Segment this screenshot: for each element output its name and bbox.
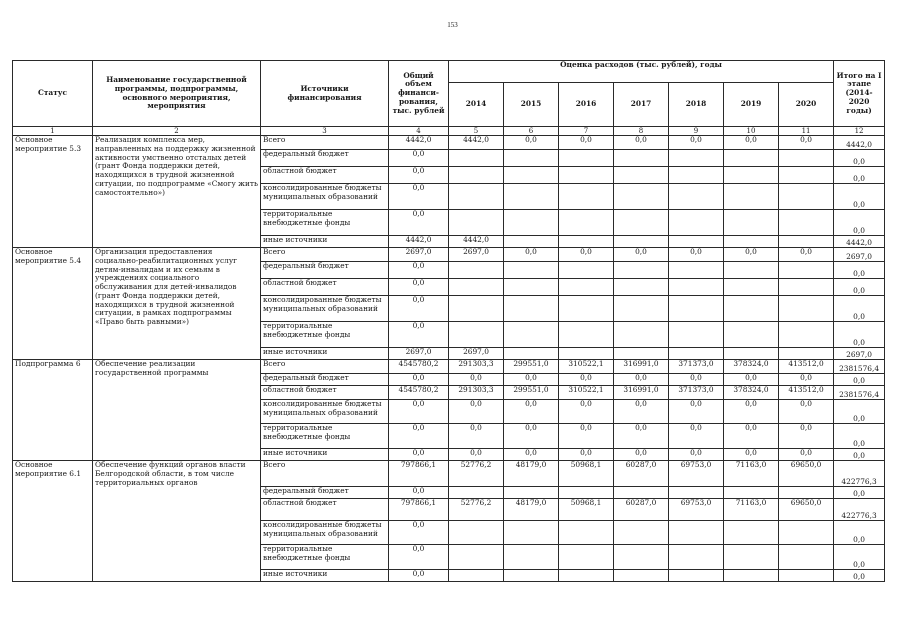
row-year-value: 50968,1 bbox=[559, 499, 614, 521]
row-year-value bbox=[504, 521, 559, 545]
row-year-value: 69650,0 bbox=[779, 461, 834, 487]
row-year-value: 0,0 bbox=[779, 424, 834, 449]
row-year-value bbox=[449, 150, 504, 167]
row-year-value: 291303,3 bbox=[449, 360, 504, 374]
row-total: 0,0 bbox=[389, 167, 449, 184]
row-year-value: 0,0 bbox=[449, 400, 504, 424]
row-year-value bbox=[504, 236, 559, 248]
table-row bbox=[13, 360, 885, 374]
row-source: Всего bbox=[261, 136, 389, 150]
row-total: 0,0 bbox=[389, 279, 449, 296]
row-year-value: 0,0 bbox=[614, 248, 669, 262]
row-total: 4442,0 bbox=[389, 236, 449, 248]
row-stage-total: 2381576,4 bbox=[834, 386, 885, 400]
row-status: Основное мероприятие 6.1 bbox=[13, 461, 93, 582]
row-stage-total: 0,0 bbox=[834, 167, 885, 184]
row-year-value bbox=[614, 348, 669, 360]
row-total: 0,0 bbox=[389, 487, 449, 499]
header-year: 2018 bbox=[669, 83, 724, 127]
row-total: 0,0 bbox=[389, 210, 449, 236]
row-year-value bbox=[449, 167, 504, 184]
row-year-value bbox=[614, 545, 669, 570]
row-year-value bbox=[504, 487, 559, 499]
row-year-value bbox=[504, 322, 559, 348]
row-year-value: 0,0 bbox=[779, 374, 834, 386]
row-year-value bbox=[504, 262, 559, 279]
row-year-value bbox=[724, 348, 779, 360]
row-year-value: 413512,0 bbox=[779, 386, 834, 400]
row-source: иные источники bbox=[261, 236, 389, 248]
row-year-value: 0,0 bbox=[669, 136, 724, 150]
row-total: 0,0 bbox=[389, 150, 449, 167]
row-year-value bbox=[614, 262, 669, 279]
row-source: областной бюджет bbox=[261, 386, 389, 400]
row-year-value: 0,0 bbox=[559, 374, 614, 386]
row-year-value bbox=[669, 570, 724, 582]
column-index: 8 bbox=[614, 127, 669, 136]
row-total: 4545780,2 bbox=[389, 360, 449, 374]
row-year-value bbox=[724, 296, 779, 322]
row-year-value: 52776,2 bbox=[449, 499, 504, 521]
row-total: 0,0 bbox=[389, 521, 449, 545]
row-year-value bbox=[669, 545, 724, 570]
row-total: 0,0 bbox=[389, 322, 449, 348]
row-year-value: 0,0 bbox=[449, 374, 504, 386]
row-year-value bbox=[504, 348, 559, 360]
row-year-value bbox=[559, 167, 614, 184]
row-year-value: 69753,0 bbox=[669, 499, 724, 521]
header-year: 2020 bbox=[779, 83, 834, 127]
header-total: Общий объем финанси-рования, тыс. рублей bbox=[389, 61, 449, 127]
row-year-value: 2697,0 bbox=[449, 348, 504, 360]
header-year: 2017 bbox=[614, 83, 669, 127]
row-year-value: 0,0 bbox=[669, 424, 724, 449]
row-year-value: 48179,0 bbox=[504, 461, 559, 487]
row-name: Организация предоставления социально-реабилитационных услуг детям-инвалидам и их семьям в учреждениях социального обслуживания для детей-инвалидов (грант Фонда поддержки детей, находящихся в трудной жизненной ситуации, в рамках подпрограммы «Право быть равными») bbox=[93, 248, 261, 360]
row-source: федеральный бюджет bbox=[261, 374, 389, 386]
row-year-value bbox=[724, 322, 779, 348]
row-year-value bbox=[559, 545, 614, 570]
row-total: 2697,0 bbox=[389, 248, 449, 262]
row-year-value: 0,0 bbox=[724, 136, 779, 150]
row-stage-total: 0,0 bbox=[834, 322, 885, 348]
row-year-value bbox=[614, 167, 669, 184]
header-year: 2019 bbox=[724, 83, 779, 127]
row-year-value: 378324,0 bbox=[724, 386, 779, 400]
row-year-value bbox=[559, 487, 614, 499]
row-year-value bbox=[449, 210, 504, 236]
row-year-value bbox=[779, 545, 834, 570]
row-year-value bbox=[779, 296, 834, 322]
row-year-value bbox=[449, 262, 504, 279]
row-year-value bbox=[669, 184, 724, 210]
row-year-value bbox=[559, 262, 614, 279]
header-year: 2016 bbox=[559, 83, 614, 127]
row-year-value: 0,0 bbox=[669, 449, 724, 461]
row-total: 0,0 bbox=[389, 400, 449, 424]
row-total: 0,0 bbox=[389, 449, 449, 461]
row-total: 0,0 bbox=[389, 545, 449, 570]
row-stage-total: 2697,0 bbox=[834, 348, 885, 360]
row-total: 797866,1 bbox=[389, 461, 449, 487]
row-source: федеральный бюджет bbox=[261, 487, 389, 499]
row-year-value: 0,0 bbox=[724, 400, 779, 424]
row-year-value bbox=[669, 348, 724, 360]
row-stage-total: 0,0 bbox=[834, 487, 885, 499]
row-year-value bbox=[779, 487, 834, 499]
row-year-value bbox=[779, 322, 834, 348]
row-year-value: 2697,0 bbox=[449, 248, 504, 262]
row-year-value: 0,0 bbox=[504, 449, 559, 461]
row-year-value: 0,0 bbox=[504, 400, 559, 424]
row-year-value bbox=[559, 150, 614, 167]
row-year-value: 0,0 bbox=[449, 424, 504, 449]
row-year-value: 378324,0 bbox=[724, 360, 779, 374]
row-year-value bbox=[724, 184, 779, 210]
row-status: Подпрограмма 6 bbox=[13, 360, 93, 461]
row-source: иные источники bbox=[261, 449, 389, 461]
row-year-value: 0,0 bbox=[724, 374, 779, 386]
row-year-value: 299551,0 bbox=[504, 360, 559, 374]
column-index: 11 bbox=[779, 127, 834, 136]
row-year-value: 0,0 bbox=[614, 424, 669, 449]
header-estimate: Оценка расходов (тыс. рублей), годы bbox=[449, 61, 834, 83]
row-source: территориальные внебюджетные фонды bbox=[261, 322, 389, 348]
row-stage-total: 0,0 bbox=[834, 424, 885, 449]
row-source: областной бюджет bbox=[261, 167, 389, 184]
table-row bbox=[13, 461, 885, 487]
row-stage-total: 2697,0 bbox=[834, 248, 885, 262]
column-index: 5 bbox=[449, 127, 504, 136]
row-year-value: 0,0 bbox=[559, 136, 614, 150]
row-year-value bbox=[614, 322, 669, 348]
row-stage-total: 422776,3 bbox=[834, 499, 885, 521]
row-total: 4545780,2 bbox=[389, 386, 449, 400]
row-stage-total: 2381576,4 bbox=[834, 360, 885, 374]
row-source: областной бюджет bbox=[261, 279, 389, 296]
row-year-value: 69753,0 bbox=[669, 461, 724, 487]
row-year-value: 71163,0 bbox=[724, 499, 779, 521]
row-year-value: 48179,0 bbox=[504, 499, 559, 521]
row-source: консолидированные бюджеты муниципальных образований bbox=[261, 400, 389, 424]
row-year-value: 299551,0 bbox=[504, 386, 559, 400]
row-year-value bbox=[504, 570, 559, 582]
row-year-value bbox=[614, 150, 669, 167]
table-row bbox=[13, 248, 885, 262]
row-year-value bbox=[449, 296, 504, 322]
row-source: федеральный бюджет bbox=[261, 262, 389, 279]
row-year-value bbox=[669, 262, 724, 279]
row-year-value bbox=[504, 296, 559, 322]
row-stage-total: 0,0 bbox=[834, 296, 885, 322]
column-index: 2 bbox=[93, 127, 261, 136]
row-source: Всего bbox=[261, 461, 389, 487]
header-sources: Источники финансирования bbox=[261, 61, 389, 127]
row-year-value bbox=[724, 262, 779, 279]
row-year-value bbox=[669, 521, 724, 545]
row-year-value bbox=[449, 545, 504, 570]
row-year-value bbox=[779, 167, 834, 184]
row-year-value: 0,0 bbox=[504, 424, 559, 449]
column-index: 12 bbox=[834, 127, 885, 136]
row-year-value bbox=[559, 348, 614, 360]
table-row bbox=[13, 136, 885, 150]
row-year-value bbox=[669, 279, 724, 296]
row-year-value: 0,0 bbox=[559, 400, 614, 424]
row-year-value bbox=[559, 184, 614, 210]
row-source: территориальные внебюджетные фонды bbox=[261, 424, 389, 449]
column-index: 7 bbox=[559, 127, 614, 136]
row-year-value bbox=[779, 184, 834, 210]
row-year-value: 0,0 bbox=[724, 248, 779, 262]
page-number: 153 bbox=[447, 21, 458, 29]
row-source: Всего bbox=[261, 248, 389, 262]
row-name: Обеспечение функций органов власти Белгородской области, в том числе территориальных органов bbox=[93, 461, 261, 582]
row-source: консолидированные бюджеты муниципальных образований bbox=[261, 184, 389, 210]
header-status: Статус bbox=[13, 61, 93, 127]
row-stage-total: 0,0 bbox=[834, 449, 885, 461]
row-year-value bbox=[614, 210, 669, 236]
row-year-value bbox=[614, 279, 669, 296]
row-year-value bbox=[779, 236, 834, 248]
header-year: 2014 bbox=[449, 83, 504, 127]
row-stage-total: 0,0 bbox=[834, 279, 885, 296]
row-year-value bbox=[724, 150, 779, 167]
row-stage-total: 0,0 bbox=[834, 570, 885, 582]
row-year-value bbox=[504, 279, 559, 296]
row-total: 2697,0 bbox=[389, 348, 449, 360]
row-year-value: 60287,0 bbox=[614, 499, 669, 521]
column-index: 1 bbox=[13, 127, 93, 136]
row-total: 0,0 bbox=[389, 184, 449, 210]
row-year-value bbox=[779, 279, 834, 296]
row-year-value bbox=[449, 279, 504, 296]
row-name: Реализация комплекса мер, направленных на поддержку жизненной активности умственно отсталых детей (грант Фонда поддержки детей, находящихся в трудной жизненной ситуации, по подпрограмме «Смогу жить самостоятельно») bbox=[93, 136, 261, 248]
row-year-value bbox=[779, 348, 834, 360]
row-year-value bbox=[559, 570, 614, 582]
row-year-value bbox=[669, 236, 724, 248]
row-year-value bbox=[504, 150, 559, 167]
row-year-value: 371373,0 bbox=[669, 386, 724, 400]
row-year-value: 0,0 bbox=[779, 136, 834, 150]
row-year-value bbox=[504, 210, 559, 236]
row-year-value: 291303,3 bbox=[449, 386, 504, 400]
row-year-value bbox=[449, 487, 504, 499]
row-source: территориальные внебюджетные фонды bbox=[261, 210, 389, 236]
row-year-value bbox=[669, 296, 724, 322]
row-year-value bbox=[724, 167, 779, 184]
row-year-value: 371373,0 bbox=[669, 360, 724, 374]
row-year-value: 4442,0 bbox=[449, 136, 504, 150]
row-source: территориальные внебюджетные фонды bbox=[261, 545, 389, 570]
row-year-value bbox=[724, 279, 779, 296]
row-stage-total: 0,0 bbox=[834, 210, 885, 236]
row-year-value: 0,0 bbox=[504, 136, 559, 150]
row-year-value bbox=[614, 296, 669, 322]
header-stage-total: Итого на I этапе (2014-2020 годы) bbox=[834, 61, 885, 127]
row-year-value bbox=[724, 236, 779, 248]
row-year-value: 0,0 bbox=[504, 374, 559, 386]
row-year-value: 0,0 bbox=[724, 449, 779, 461]
row-year-value: 0,0 bbox=[449, 449, 504, 461]
row-year-value bbox=[559, 279, 614, 296]
row-year-value: 0,0 bbox=[559, 449, 614, 461]
row-stage-total: 0,0 bbox=[834, 262, 885, 279]
row-year-value bbox=[669, 167, 724, 184]
budget-table bbox=[12, 60, 885, 582]
column-index: 6 bbox=[504, 127, 559, 136]
row-year-value: 52776,2 bbox=[449, 461, 504, 487]
row-year-value bbox=[449, 570, 504, 582]
row-year-value bbox=[779, 570, 834, 582]
row-year-value bbox=[779, 521, 834, 545]
row-year-value bbox=[504, 545, 559, 570]
row-year-value bbox=[614, 570, 669, 582]
row-year-value bbox=[669, 150, 724, 167]
row-year-value: 0,0 bbox=[614, 449, 669, 461]
row-stage-total: 0,0 bbox=[834, 545, 885, 570]
row-year-value: 316991,0 bbox=[614, 386, 669, 400]
row-source: Всего bbox=[261, 360, 389, 374]
row-year-value: 69650,0 bbox=[779, 499, 834, 521]
row-year-value bbox=[724, 521, 779, 545]
row-source: иные источники bbox=[261, 348, 389, 360]
row-year-value bbox=[559, 322, 614, 348]
row-year-value bbox=[669, 487, 724, 499]
row-year-value: 0,0 bbox=[724, 424, 779, 449]
row-total: 797866,1 bbox=[389, 499, 449, 521]
row-source: иные источники bbox=[261, 570, 389, 582]
row-source: областной бюджет bbox=[261, 499, 389, 521]
row-year-value: 0,0 bbox=[614, 400, 669, 424]
row-year-value bbox=[779, 210, 834, 236]
row-year-value: 0,0 bbox=[779, 400, 834, 424]
row-stage-total: 0,0 bbox=[834, 521, 885, 545]
row-year-value: 0,0 bbox=[559, 424, 614, 449]
row-year-value: 4442,0 bbox=[449, 236, 504, 248]
row-year-value bbox=[724, 487, 779, 499]
row-source: федеральный бюджет bbox=[261, 150, 389, 167]
row-year-value bbox=[449, 322, 504, 348]
row-year-value bbox=[669, 322, 724, 348]
row-stage-total: 0,0 bbox=[834, 184, 885, 210]
row-year-value: 0,0 bbox=[669, 400, 724, 424]
row-year-value bbox=[614, 487, 669, 499]
row-total: 0,0 bbox=[389, 262, 449, 279]
row-year-value bbox=[504, 184, 559, 210]
column-index: 9 bbox=[669, 127, 724, 136]
row-year-value: 71163,0 bbox=[724, 461, 779, 487]
header-year: 2015 bbox=[504, 83, 559, 127]
row-total: 0,0 bbox=[389, 424, 449, 449]
row-total: 0,0 bbox=[389, 296, 449, 322]
row-status: Основное мероприятие 5.3 bbox=[13, 136, 93, 248]
row-year-value: 413512,0 bbox=[779, 360, 834, 374]
header-name: Наименование государственной программы, подпрограммы, основного мероприятия, мероприятия bbox=[93, 61, 261, 127]
row-year-value: 0,0 bbox=[669, 248, 724, 262]
row-year-value: 0,0 bbox=[614, 374, 669, 386]
row-name: Обеспечение реализации государственной программы bbox=[93, 360, 261, 461]
row-year-value bbox=[614, 236, 669, 248]
row-total: 0,0 bbox=[389, 374, 449, 386]
row-year-value bbox=[779, 150, 834, 167]
column-index: 10 bbox=[724, 127, 779, 136]
row-year-value bbox=[504, 167, 559, 184]
row-total: 4442,0 bbox=[389, 136, 449, 150]
row-year-value bbox=[559, 210, 614, 236]
row-year-value bbox=[559, 236, 614, 248]
column-index: 3 bbox=[261, 127, 389, 136]
row-year-value: 50968,1 bbox=[559, 461, 614, 487]
row-stage-total: 0,0 bbox=[834, 374, 885, 386]
row-stage-total: 422776,3 bbox=[834, 461, 885, 487]
row-year-value bbox=[614, 521, 669, 545]
row-year-value bbox=[724, 570, 779, 582]
row-year-value: 0,0 bbox=[779, 248, 834, 262]
row-source: консолидированные бюджеты муниципальных образований bbox=[261, 296, 389, 322]
row-year-value bbox=[449, 521, 504, 545]
row-year-value bbox=[724, 210, 779, 236]
row-year-value: 60287,0 bbox=[614, 461, 669, 487]
row-year-value: 0,0 bbox=[614, 136, 669, 150]
row-year-value bbox=[779, 262, 834, 279]
row-year-value: 0,0 bbox=[669, 374, 724, 386]
row-year-value: 310522,1 bbox=[559, 386, 614, 400]
row-year-value bbox=[559, 521, 614, 545]
row-total: 0,0 bbox=[389, 570, 449, 582]
row-year-value: 0,0 bbox=[559, 248, 614, 262]
row-year-value bbox=[724, 545, 779, 570]
row-year-value bbox=[614, 184, 669, 210]
row-year-value: 0,0 bbox=[504, 248, 559, 262]
row-year-value: 310522,1 bbox=[559, 360, 614, 374]
column-index: 4 bbox=[389, 127, 449, 136]
row-stage-total: 4442,0 bbox=[834, 136, 885, 150]
row-status: Основное мероприятие 5.4 bbox=[13, 248, 93, 360]
row-stage-total: 4442,0 bbox=[834, 236, 885, 248]
row-stage-total: 0,0 bbox=[834, 150, 885, 167]
row-year-value bbox=[669, 210, 724, 236]
row-stage-total: 0,0 bbox=[834, 400, 885, 424]
row-year-value bbox=[449, 184, 504, 210]
row-year-value: 0,0 bbox=[779, 449, 834, 461]
row-year-value bbox=[559, 296, 614, 322]
row-year-value: 316991,0 bbox=[614, 360, 669, 374]
row-source: консолидированные бюджеты муниципальных образований bbox=[261, 521, 389, 545]
